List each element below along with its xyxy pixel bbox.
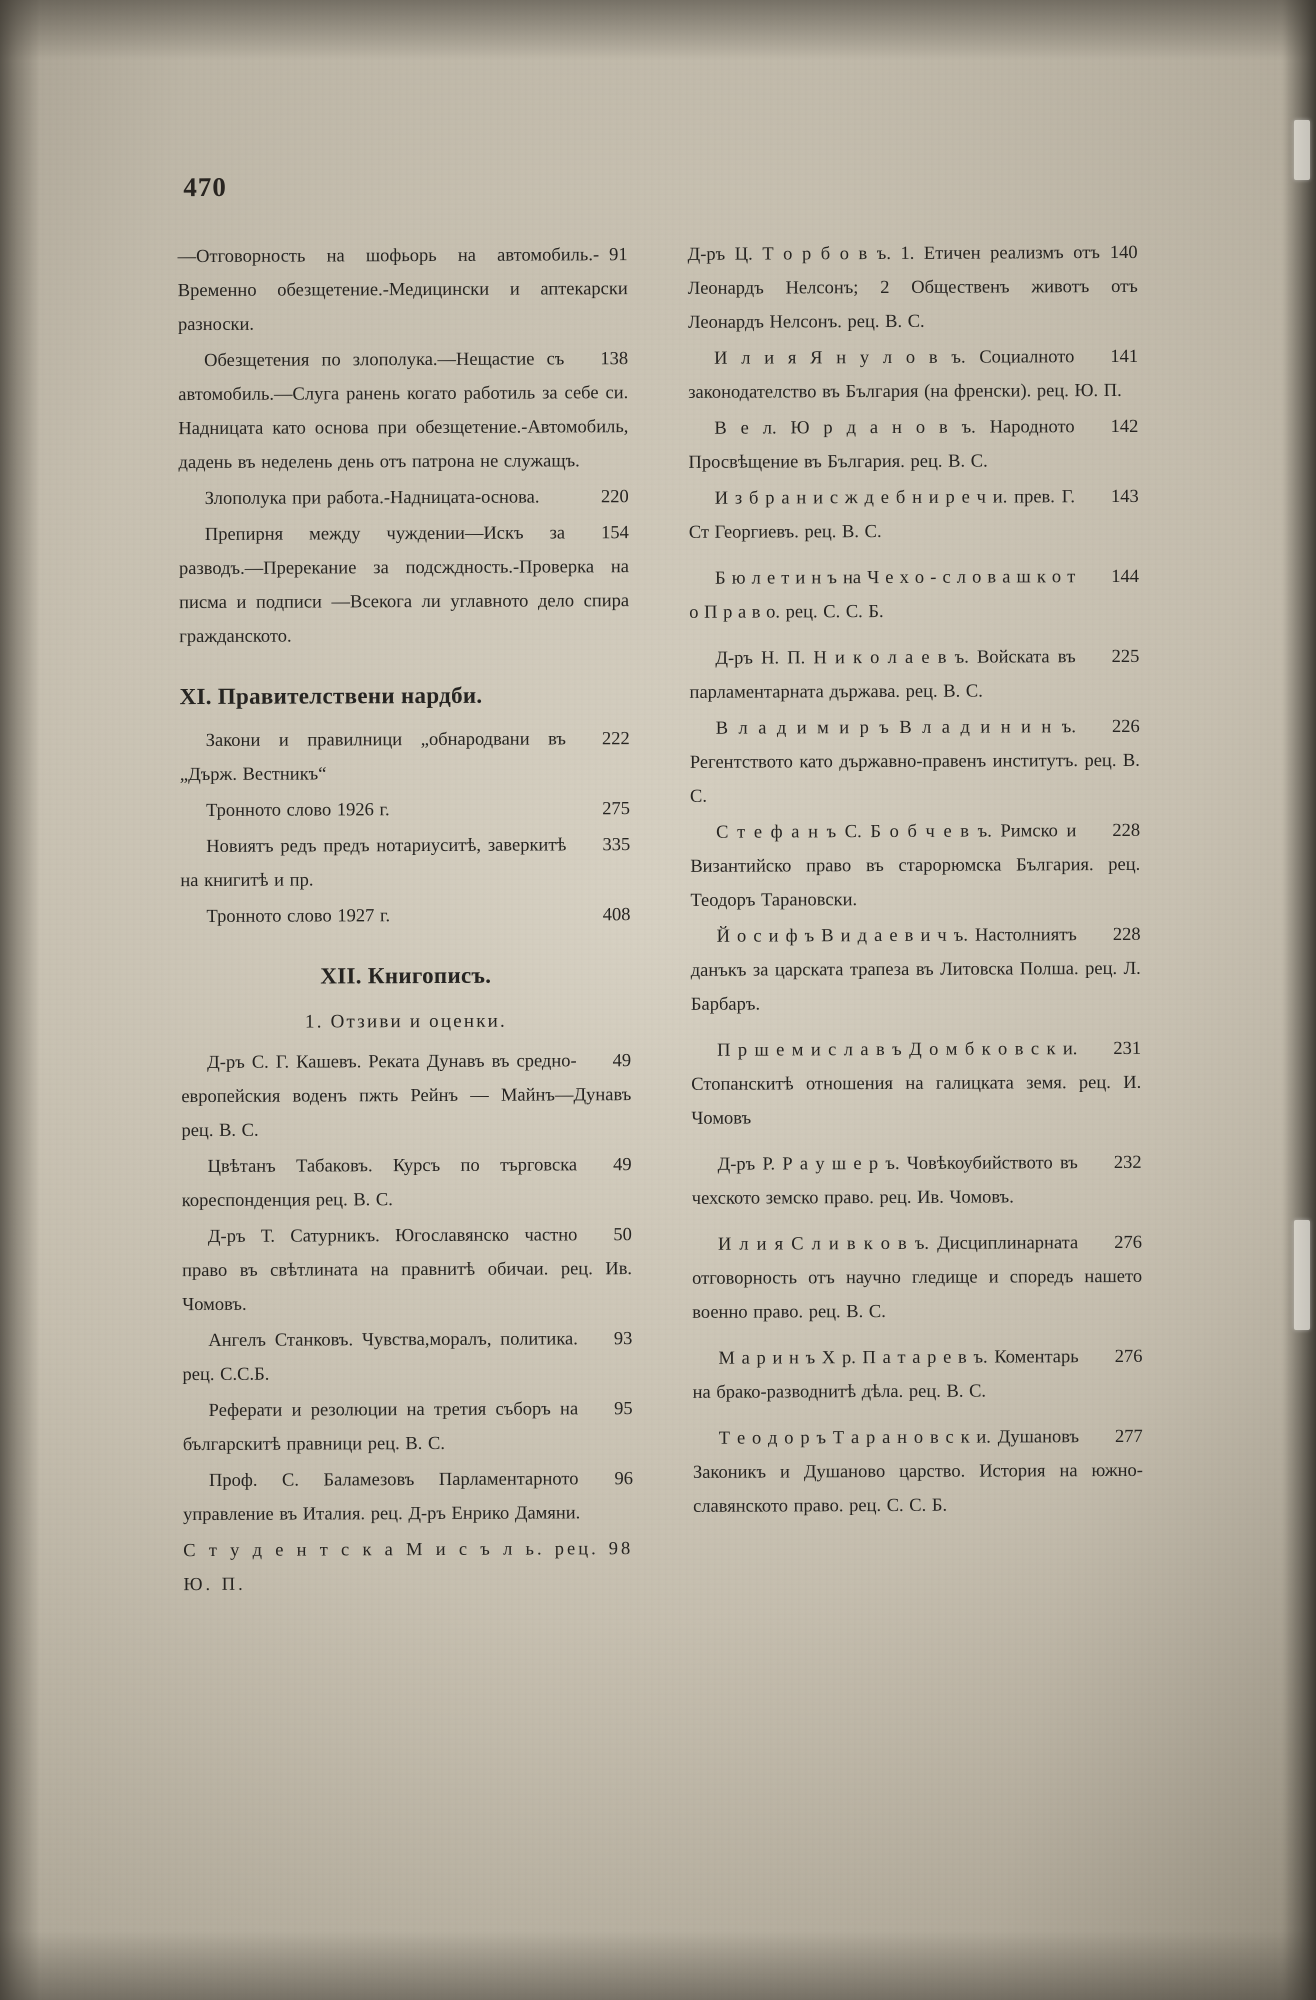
toc-entry bbox=[688, 236, 1138, 340]
toc-entry-page: 49 bbox=[613, 1155, 632, 1176]
toc-entry bbox=[181, 1044, 631, 1148]
toc-entry bbox=[179, 480, 629, 516]
toc-entry-page: 138 bbox=[600, 349, 629, 370]
toc-entry-text: С т у д е н т с к а М и с ъ л ь. рец. Ю. П. bbox=[183, 1539, 599, 1596]
toc-entry-text: Д-ръ Т. Сатурникъ. Югославянско частно право въ свѣтлината на правнитѣ обичаи. рец. Ив. Чомовъ. bbox=[182, 1225, 633, 1316]
toc-entry bbox=[182, 1322, 632, 1392]
right-column bbox=[688, 236, 1144, 1526]
toc-entry bbox=[692, 1340, 1142, 1410]
toc-entry-text: В е л. Ю р д а н о в ъ. Народното Просвѣщение въ България. рец. В. С. bbox=[688, 417, 1075, 473]
toc-entry-page: 50 bbox=[613, 1225, 632, 1246]
page-number-folio: 470 bbox=[183, 171, 227, 203]
toc-entry-page: 96 bbox=[614, 1469, 634, 1490]
toc-entry bbox=[178, 342, 629, 480]
toc-entry bbox=[182, 1218, 632, 1322]
toc-entry bbox=[180, 722, 630, 792]
toc-entry-text: —Отговорность на шофьорь на автомобиль.-Временно обезщетение.-Медицински и аптекарски разноски. bbox=[177, 245, 628, 336]
toc-entry-text: Тронното слово 1927 г. bbox=[206, 906, 391, 927]
toc-entry-page: 140 bbox=[1109, 242, 1138, 264]
toc-entry bbox=[178, 238, 628, 342]
toc-entry-page: 275 bbox=[602, 799, 631, 820]
toc-entry bbox=[689, 560, 1139, 630]
toc-entry bbox=[691, 918, 1141, 1022]
toc-entry-text: Б ю л е т и н ъ на Ч е х о - с л о в а ш к о т о П р а в о. рец. С. С. Б. bbox=[689, 567, 1076, 623]
toc-entry bbox=[183, 1392, 633, 1462]
subsection-heading-reviews: 1. Отзиви и оценки. bbox=[304, 1010, 507, 1033]
bottom-page-edge-shadow bbox=[0, 1930, 1316, 2000]
left-column bbox=[178, 238, 634, 1604]
toc-entry-text: И л и я С л и в к о в ъ. Дисциплинарната отговорность отъ научно гледище и споредъ нашето военно право. рец. В. С. bbox=[692, 1233, 1143, 1323]
toc-entry-text: В л а д и м и р ъ В л а д и н и н ъ. Регентството като държавно-правенъ институтъ. рец. В. С. bbox=[689, 717, 1140, 807]
toc-entry-page: 408 bbox=[602, 905, 631, 926]
toc-entry-page: 142 bbox=[1110, 416, 1139, 438]
right-page-edge-shadow bbox=[1282, 0, 1316, 2000]
toc-entry-page: 228 bbox=[1112, 820, 1141, 842]
toc-entry bbox=[689, 480, 1139, 550]
toc-entry-text: П р ш е м и с л а в ъ Д о м б к о в с к и. Стопанскитѣ отношения на галицката земя. рец. И. Чомовъ bbox=[691, 1039, 1142, 1129]
toc-entry-page: 276 bbox=[1114, 1232, 1142, 1254]
toc-entry-text: Препирня между чуждении—Искъ за разводъ.—Пререкание за подсждность.-Проверка на писма и подписи —Всекога ли углавното дело спира гражданското. bbox=[178, 523, 630, 648]
toc-entry-page: 232 bbox=[1113, 1152, 1142, 1174]
toc-entry-text: Д-ръ С. Г. Кашевъ. Реката Дунавъ въ средно-европейския воденъ пжть Рейнъ — Майнъ—Дунавъ рец. В. С. bbox=[181, 1051, 632, 1142]
toc-entry-page: 154 bbox=[601, 523, 629, 544]
toc-entry-text: М а р и н ъ Х р. П а т а р е в ъ. Коментарь на брако-разводнитѣ дѣла. рец. В. С. bbox=[692, 1347, 1079, 1403]
toc-entry-text: Д-ръ Н. П. Н и к о л а е в ъ. Войската въ парламентарната държава. рец. В. С. bbox=[689, 647, 1076, 703]
toc-entry-text: Ангелъ Станковъ. Чувства,моралъ, политика. рец. С.С.Б. bbox=[182, 1329, 578, 1386]
toc-entry bbox=[693, 1420, 1143, 1524]
toc-entry-page: 276 bbox=[1114, 1346, 1143, 1368]
toc-entry bbox=[183, 1532, 633, 1602]
toc-entry-page: 98 bbox=[608, 1539, 634, 1560]
toc-entry bbox=[180, 792, 630, 828]
toc-entry bbox=[179, 516, 630, 654]
toc-entry-page: 226 bbox=[1111, 716, 1140, 738]
toc-entry-text: Новиятъ редъ предъ нотариуситѣ, заверкитѣ на книгитѣ и пр. bbox=[180, 835, 567, 892]
toc-entry-page: 225 bbox=[1111, 646, 1140, 668]
toc-entry bbox=[689, 640, 1139, 710]
toc-entry bbox=[690, 814, 1140, 918]
toc-entry-text: Проф. С. Баламезовъ Парламентарното управление въ Италия. рец. Д-ръ Енрико Дамяни. bbox=[183, 1469, 581, 1526]
toc-entry-text: Закони и правилници „обнародвани въ „Държ. Вестникъ“ bbox=[179, 729, 567, 786]
top-page-edge-shadow bbox=[0, 0, 1316, 60]
toc-entry bbox=[180, 898, 630, 934]
toc-entry-page: 95 bbox=[614, 1399, 633, 1420]
toc-entry bbox=[182, 1148, 632, 1218]
toc-entry bbox=[692, 1146, 1142, 1216]
toc-entry-text: Реферати и резолюции на третия съборъ на българскитѣ правници рец. В. С. bbox=[182, 1399, 579, 1456]
toc-entry-page: 335 bbox=[602, 835, 631, 856]
toc-entry-text: Й о с и ф ъ В и д а е в и ч ъ. Настолниятъ данъкъ за царската трапеза въ Литовска Полша. рец. Л. Барбаръ. bbox=[690, 925, 1141, 1015]
toc-entry-page: 228 bbox=[1112, 924, 1141, 946]
section-heading-xi: XI. Правителствени нардби. bbox=[179, 682, 483, 710]
toc-entry bbox=[688, 410, 1138, 480]
toc-entry-page: 91 bbox=[609, 245, 628, 266]
toc-entry-page: 277 bbox=[1114, 1426, 1143, 1448]
toc-entry bbox=[690, 710, 1140, 814]
toc-entry-page: 143 bbox=[1110, 486, 1139, 508]
toc-entry-text: Тронното слово 1926 г. bbox=[205, 800, 390, 821]
toc-entry-text: Злополука при работа.-Надницата-основа. bbox=[204, 487, 540, 509]
toc-entry-page: 49 bbox=[612, 1051, 632, 1072]
toc-entry-page: 231 bbox=[1113, 1038, 1142, 1060]
toc-entry bbox=[688, 340, 1138, 410]
toc-entry-text: С т е ф а н ъ С. Б о б ч е в ъ. Римско и Византийско право въ старорюмска България. рец. Теодоръ Тарановски. bbox=[690, 821, 1141, 911]
page-edge-highlight-top bbox=[1294, 120, 1310, 180]
toc-entry-text: И з б р а н и с ж д е б н и р е ч и. прев. Г. Ст Георгиевъ. рец. В. С. bbox=[688, 487, 1075, 543]
toc-entry bbox=[183, 1462, 633, 1532]
toc-entry bbox=[691, 1032, 1141, 1136]
toc-entry-page: 222 bbox=[601, 729, 630, 750]
toc-entry-page: 220 bbox=[600, 487, 629, 508]
left-page-edge-shadow bbox=[0, 0, 40, 2000]
toc-entry-page: 141 bbox=[1110, 346, 1139, 368]
toc-entry-page: 93 bbox=[613, 1329, 633, 1350]
toc-entry-text: Обезщетения по злополука.—Нещастие съ автомобиль.—Слуга ранень когато работиль за себе си. Надницата като основа при обезщетение.-Автомобиль, дадень въ неделень день отъ патрона не служащъ. bbox=[178, 349, 629, 474]
toc-entry-page: 144 bbox=[1111, 566, 1140, 588]
toc-entry-text: Д-ръ Ц. Т о р б о в ъ. 1. Етичен реализмъ отъ Леонардъ Нелсонъ; 2 Общественъ животъ отъ Леонардъ Нелсонъ. рец. В. С. bbox=[687, 243, 1138, 333]
page-edge-highlight-bottom bbox=[1294, 1220, 1310, 1330]
toc-entry-text: Т е о д о р ъ Т а р а н о в с к и. Душановъ Законикъ и Душаново царство. История на южно-славянското право. рец. С. С. Б. bbox=[692, 1427, 1143, 1517]
section-heading-xii: XII. Книгописъ. bbox=[320, 962, 492, 989]
toc-entry bbox=[180, 828, 630, 898]
toc-entry bbox=[692, 1226, 1142, 1330]
toc-entry-text: И л и я Я н у л о в ъ. Социалното законодателство въ България (на френски). рец. Ю. П. bbox=[688, 347, 1122, 403]
toc-entry-text: Д-ръ Р. Р а у ш е р ъ. Човѣкоубийството въ чехското земско право. рец. Ив. Чомовъ. bbox=[691, 1153, 1078, 1209]
toc-entry-text: Цвѣтанъ Табаковъ. Курсъ по търговска кореспонденция рец. В. С. bbox=[181, 1155, 578, 1212]
